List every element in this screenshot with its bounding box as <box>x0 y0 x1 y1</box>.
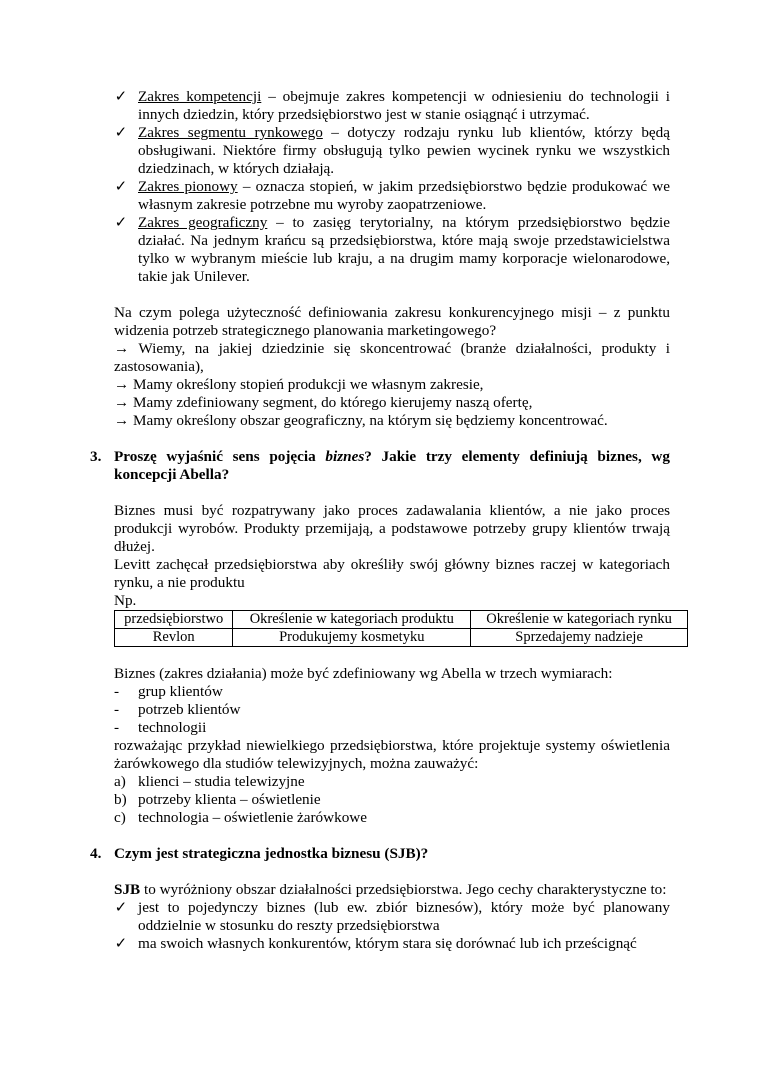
sjb-features <box>0 899 760 953</box>
scope-item <box>114 88 671 124</box>
business-definition-table <box>114 610 688 647</box>
table-header-row <box>115 611 688 629</box>
sjb-item: ✓ jest to pojedynczy biznes (lub ew. zbiór biznesów), który może być planowany oddzielnie w stosunku do reszty przedsiębiorstwa <box>138 899 670 935</box>
checkmark-icon: ✓ <box>114 124 128 141</box>
scope-term: Zakres geograficzny <box>138 214 268 231</box>
scope-desc: – dotyczy rodzaju rynku lub klientów, którzy będą obsługiwani. Niektóre firmy obsługują tylko pewien wycinek rynku we wszystkich dziedzinach, w których działają. <box>138 124 670 177</box>
answer-item: → Mamy zdefiniowany segment, do którego kierujemy naszą ofertę, <box>114 394 533 411</box>
checkmark-icon: ✓ <box>114 88 128 105</box>
list-item: - technologii <box>114 719 207 736</box>
table-cell: Produkujemy kosmetyku <box>233 629 471 647</box>
scope-term: Zakres kompetencji <box>138 88 262 105</box>
question-number: 3. <box>90 448 102 465</box>
scope-desc: – oznacza stopień, w jakim przedsiębiorstwo będzie produkować we własnym zakresie potrzebne mu wyroby zaopatrzeniowe. <box>138 178 671 213</box>
arrow-right-icon: → <box>114 376 133 393</box>
arrow-right-icon: → <box>114 412 133 429</box>
table-header-cell: Określenie w kategoriach produktu <box>233 611 471 629</box>
answer-item: → Mamy określony obszar geograficzny, na którym się będziemy koncentrować. <box>114 412 608 429</box>
checkmark-icon: ✓ <box>114 899 128 916</box>
scope-desc: – obejmuje zakres kompetencji w odniesieniu do technologii i innych dziedzin, który przedsiębiorstwo jest w stanie osiągnąć i utrzymać. <box>138 88 671 123</box>
checkmark-icon: ✓ <box>114 178 128 195</box>
scope-item <box>114 214 670 286</box>
scope-list <box>0 88 760 286</box>
scope-item <box>114 178 671 214</box>
list-item: - potrzeb klientów <box>114 701 241 718</box>
q3-paragraph-2: Levitt zachęcał przedsiębiorstwa aby określiły swój główny biznes raczej w kategoriach rynku, a nie produktu <box>114 556 670 591</box>
np-label: Np. <box>114 592 137 609</box>
sjb-definition: SJB to wyróżniony obszar działalności przedsiębiorstwa. Jego cechy charakterystyczne to: <box>114 881 667 898</box>
scope-term: Zakres segmentu rynkowego <box>138 124 323 141</box>
example-list <box>0 773 760 827</box>
table-cell: Sprzedajemy nadzieje <box>471 629 688 647</box>
question-4-heading: 4. Czym jest strategiczna jednostka biznesu (SJB)? <box>90 845 429 862</box>
question-3-heading: 3. Proszę wyjaśnić sens pojęcia biznes? Jakie trzy elementy definiują biznes, wg koncepcji Abella? <box>90 448 670 483</box>
table-header-cell: przedsiębiorstwo <box>115 611 233 629</box>
arrow-right-icon: → <box>114 340 139 357</box>
table-cell: Revlon <box>115 629 233 647</box>
usefulness-answers <box>0 340 760 430</box>
checkmark-icon: ✓ <box>114 214 128 231</box>
q3-paragraph-1: Biznes musi być rozpatrywany jako proces zadawalania klientów, a nie jako proces produkcji wyrobów. Produkty przemijają, a podstawowe potrzeby grupy klientów trwają dłużej. <box>114 502 670 555</box>
table-row <box>115 629 688 647</box>
checkmark-icon: ✓ <box>114 935 128 952</box>
sjb-item: ✓ ma swoich własnych konkurentów, którym stara się dorównać lub ich prześcignąć <box>138 935 670 953</box>
answer-item: → Wiemy, na jakiej dziedzinie się skoncentrować (branże działalności, produkty i zastosowania), <box>114 340 670 375</box>
scope-item <box>114 124 670 178</box>
abell-dimensions <box>0 683 760 737</box>
answer-item: → Mamy określony stopień produkcji we własnym zakresie, <box>114 376 484 393</box>
question-number: 4. <box>90 845 102 862</box>
usefulness-question: Na czym polega użyteczność definiowania zakresu konkurencyjnego misji – z punktu widzenia potrzeb strategicznego planowania marketingowego? <box>114 304 670 339</box>
scope-term: Zakres pionowy <box>138 178 238 195</box>
scope-desc: – to zasięg terytorialny, na którym przedsiębiorstwo będzie działać. Na jednym krańcu są przedsiębiorstwa, które mają swoje przedstawicielstwa tylko w wybranym mieście lub kraju, a na drugim mamy korporacje wielonarodowe, takie jak Unilever. <box>138 214 670 285</box>
list-item: b) potrzeby klienta – oświetlenie <box>114 791 321 808</box>
example-intro: rozważając przykład niewielkiego przedsiębiorstwa, które projektuje systemy oświetlenia żarówkowego dla studiów telewizyjnych, można zauważyć: <box>114 737 670 772</box>
arrow-right-icon: → <box>114 394 133 411</box>
list-item: - grup klientów <box>114 683 223 700</box>
list-item: c) technologia – oświetlenie żarówkowe <box>114 809 367 826</box>
table-header-cell: Określenie w kategoriach rynku <box>471 611 688 629</box>
list-item: a) klienci – studia telewizyjne <box>114 773 305 790</box>
abell-intro: Biznes (zakres działania) może być zdefiniowany wg Abella w trzech wymiarach: <box>114 665 613 682</box>
